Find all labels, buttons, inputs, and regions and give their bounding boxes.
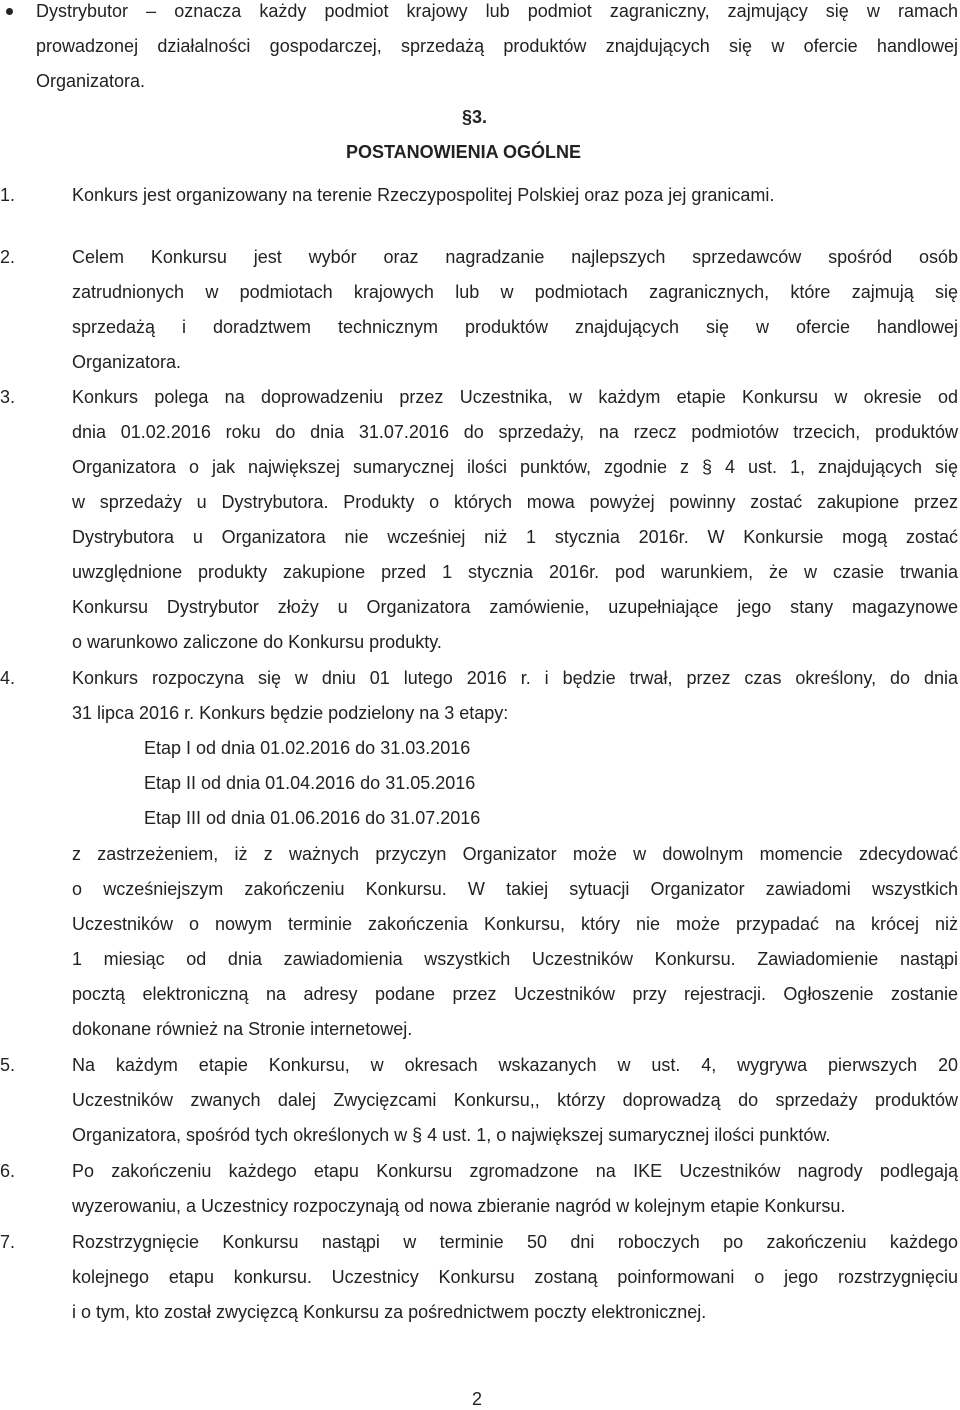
definition-line: Dystrybutor – oznacza każdy podmiot krajowy lub podmiot zagraniczny, zajmujący się w ramach [36, 1, 958, 21]
item-line: sprzedażą i doradztwem technicznym produktów znajdujących się w ofercie handlowej [72, 317, 958, 337]
item-line: wyzerowaniu, a Uczestnicy rozpoczynają od nowa zbieranie nagród w kolejnym etapie Konkursu. [72, 1196, 846, 1216]
stage-line: Etap II od dnia 01.04.2016 do 31.05.2016 [144, 773, 476, 793]
item-line: Organizatora o jak największej sumarycznej ilości punktów, zgodnie z § 4 ust. 1, znajdujących się [72, 457, 958, 477]
item-line: Organizatora, spośród tych określonych w § 4 ust. 1, o największej sumarycznej ilości punktów. [72, 1125, 831, 1145]
definition-line: Organizatora. [36, 71, 146, 91]
item-line: Rozstrzygnięcie Konkursu nastąpi w terminie 50 dni roboczych po zakończeniu każdego [72, 1232, 958, 1252]
section-title: POSTANOWIENIA OGÓLNE [346, 142, 582, 162]
item-line: Celem Konkursu jest wybór oraz nagradzanie najlepszych sprzedawców spośród osób [72, 247, 958, 267]
item-line: o wcześniejszym zakończeniu Konkursu. W takiej sytuacji Organizator zawiadomi wszystkich [72, 879, 958, 899]
item-number: 1. [0, 185, 16, 205]
item-number: 6. [0, 1161, 16, 1181]
item-line: dokonane również na Stronie internetowej. [72, 1019, 413, 1039]
item-line: pocztą elektroniczną na adresy podane przez Uczestników przy rejestracji. Ogłoszenie zostanie [72, 984, 958, 1004]
item-line: kolejnego etapu konkursu. Uczestnicy Konkursu zostaną poinformowani o jego rozstrzygnięciu [72, 1267, 958, 1287]
item-line: Na każdym etapie Konkursu, w okresach wskazanych w ust. 4, wygrywa pierwszych 20 [72, 1055, 958, 1075]
item-number: 3. [0, 387, 16, 407]
stage-line: Etap III od dnia 01.06.2016 do 31.07.2016 [144, 808, 481, 828]
item-line: 31 lipca 2016 r. Konkurs będzie podzielony na 3 etapy: [72, 703, 509, 723]
section-number: §3. [462, 107, 488, 127]
item-line: i o tym, kto został zwycięzcą Konkursu za pośrednictwem poczty elektronicznej. [72, 1302, 707, 1322]
item-number: 7. [0, 1232, 16, 1252]
item-line: 1 miesiąc od dnia zawiadomienia wszystkich Uczestników Konkursu. Zawiadomienie nastąpi [72, 949, 958, 969]
bullet-icon [6, 8, 13, 15]
item-line: uwzględnione produkty zakupione przed 1 stycznia 2016r. pod warunkiem, że w czasie trwania [72, 562, 958, 582]
item-line: dnia 01.02.2016 roku do dnia 31.07.2016 do sprzedaży, na rzecz podmiotów trzecich, produktów [72, 422, 958, 442]
item-line: Konkurs jest organizowany na terenie Rzeczypospolitej Polskiej oraz poza jej granicami. [72, 185, 775, 205]
item-line: Organizatora. [72, 352, 182, 372]
item-line: Dystrybutora u Organizatora nie wcześniej niż 1 stycznia 2016r. W Konkursie mogą zostać [72, 527, 958, 547]
item-line: z zastrzeżeniem, iż z ważnych przyczyn Organizator może w dowolnym momencie zdecydować [72, 844, 958, 864]
item-number: 4. [0, 668, 16, 688]
item-line: o warunkowo zaliczone do Konkursu produkty. [72, 632, 442, 652]
definition-line: prowadzonej działalności gospodarczej, sprzedażą produktów znajdujących się w ofercie handlowej [36, 36, 958, 56]
item-number: 5. [0, 1055, 16, 1075]
item-line: zatrudnionych w podmiotach krajowych lub w podmiotach zagranicznych, które zajmują się [72, 282, 958, 302]
item-line: Konkurs rozpoczyna się w dniu 01 lutego 2016 r. i będzie trwał, przez czas określony, do dnia [72, 668, 958, 688]
item-line: Konkurs polega na doprowadzeniu przez Uczestnika, w każdym etapie Konkursu w okresie od [72, 387, 958, 407]
item-line: Konkursu Dystrybutor złoży u Organizatora zamówienie, uzupełniające jego stany magazynowe [72, 597, 958, 617]
item-line: Po zakończeniu każdego etapu Konkursu zgromadzone na IKE Uczestników nagrody podlegają [72, 1161, 958, 1181]
item-line: Uczestników o nowym terminie zakończenia Konkursu, który nie może przypadać na krócej niż [72, 914, 958, 934]
page-number: 2 [472, 1389, 483, 1409]
item-line: Uczestników zwanych dalej Zwycięzcami Konkursu,, którzy doprowadzą do sprzedaży produktów [72, 1090, 958, 1110]
item-line: w sprzedaży u Dystrybutora. Produkty o których mowa powyżej powinny zostać zakupione przez [72, 492, 958, 512]
item-number: 2. [0, 247, 16, 267]
stage-line: Etap I od dnia 01.02.2016 do 31.03.2016 [144, 738, 471, 758]
